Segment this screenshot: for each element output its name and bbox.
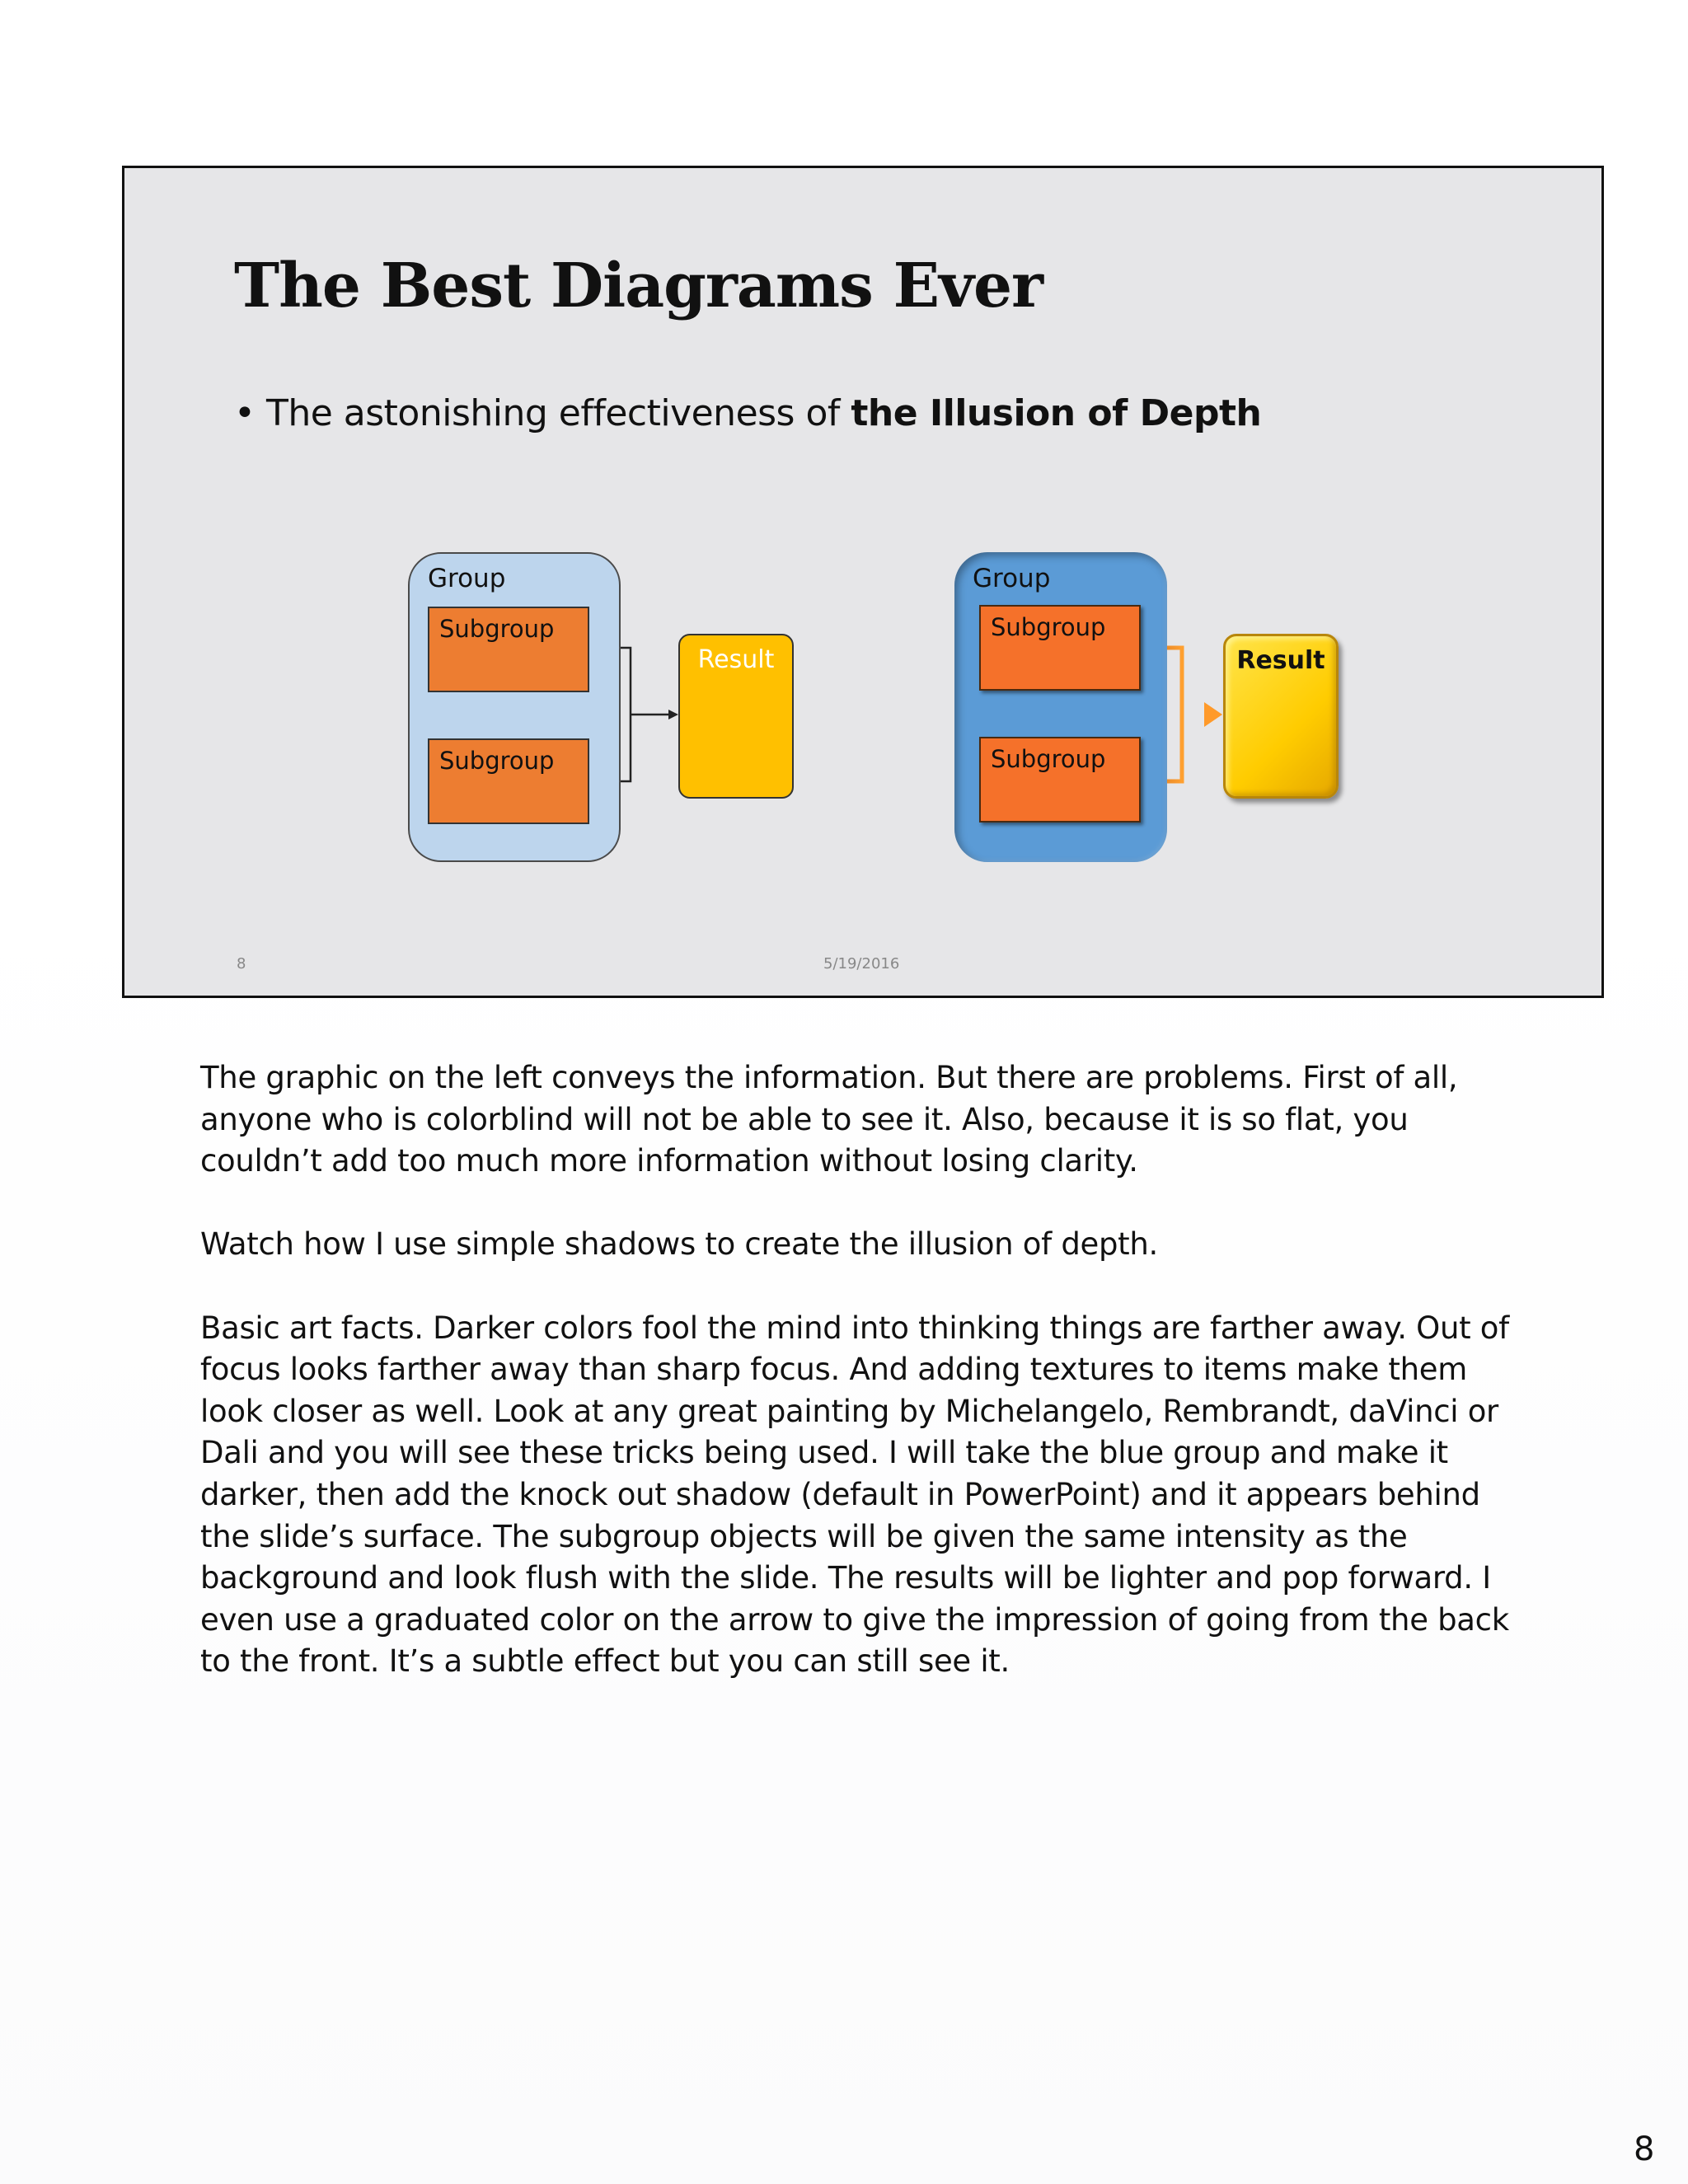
group-label: Group bbox=[973, 564, 1051, 593]
subgroup-box bbox=[428, 607, 589, 692]
page-number: 8 bbox=[1634, 2130, 1655, 2168]
notes-paragraph: The graphic on the left conveys the information. But there are problems. First of all, anyone who is colorblind will not be able to see it. Also, because it is so flat, you couldn’t add too much more information without losing clarity. bbox=[200, 1060, 1458, 1179]
bullet-bold-text: the Illusion of Depth bbox=[851, 392, 1262, 434]
right-arrowhead bbox=[1204, 702, 1222, 727]
subgroup-label: Subgroup bbox=[991, 613, 1106, 641]
result-label: Result bbox=[697, 645, 775, 674]
depth-result-box bbox=[1223, 634, 1339, 799]
bullet-text: The astonishing effectiveness of bbox=[265, 392, 851, 434]
bullet-dot: • bbox=[234, 392, 256, 434]
subgroup-label: Subgroup bbox=[991, 745, 1106, 773]
speaker-notes bbox=[200, 1057, 1536, 1725]
result-label: Result bbox=[1236, 646, 1325, 675]
subgroup-box bbox=[979, 605, 1141, 691]
flat-result-box bbox=[678, 634, 794, 799]
subgroup-label: Subgroup bbox=[439, 615, 555, 643]
notes-paragraph: Basic art facts. Darker colors fool the mind into thinking things are farther away. Out of focus looks farther away than sharp focus. And adding textures to items make them look closer as well. Look at any great painting by Michelangelo, Rembrandt, daVinci or Dali and you will see these tricks being used. I will take the blue group and make it darker, then add the knock out shadow (default in PowerPoint) and it appears behind the slide’s surface. The subgroup objects will be given the same intensity as the background and look flush with the slide. The results will be lighter and pop forward. I even use a graduated color on the arrow to give the impression of going from the back to the front. It’s a subtle effect but you can still see it. bbox=[200, 1310, 1509, 1680]
group-label: Group bbox=[428, 564, 506, 593]
slide-bullet bbox=[234, 392, 1261, 434]
depth-group-box bbox=[954, 552, 1167, 862]
subgroup-box bbox=[428, 738, 589, 824]
slide-date: 5/19/2016 bbox=[823, 955, 900, 972]
slide-number: 8 bbox=[237, 955, 246, 972]
flat-group-box bbox=[408, 552, 621, 862]
subgroup-label: Subgroup bbox=[439, 747, 555, 775]
slide-thumbnail bbox=[122, 166, 1604, 998]
left-arrowhead bbox=[668, 710, 678, 719]
subgroup-box bbox=[979, 737, 1141, 823]
notes-paragraph: Watch how I use simple shadows to create the illusion of depth. bbox=[200, 1226, 1158, 1263]
slide-title: The Best Diagrams Ever bbox=[234, 251, 1043, 321]
